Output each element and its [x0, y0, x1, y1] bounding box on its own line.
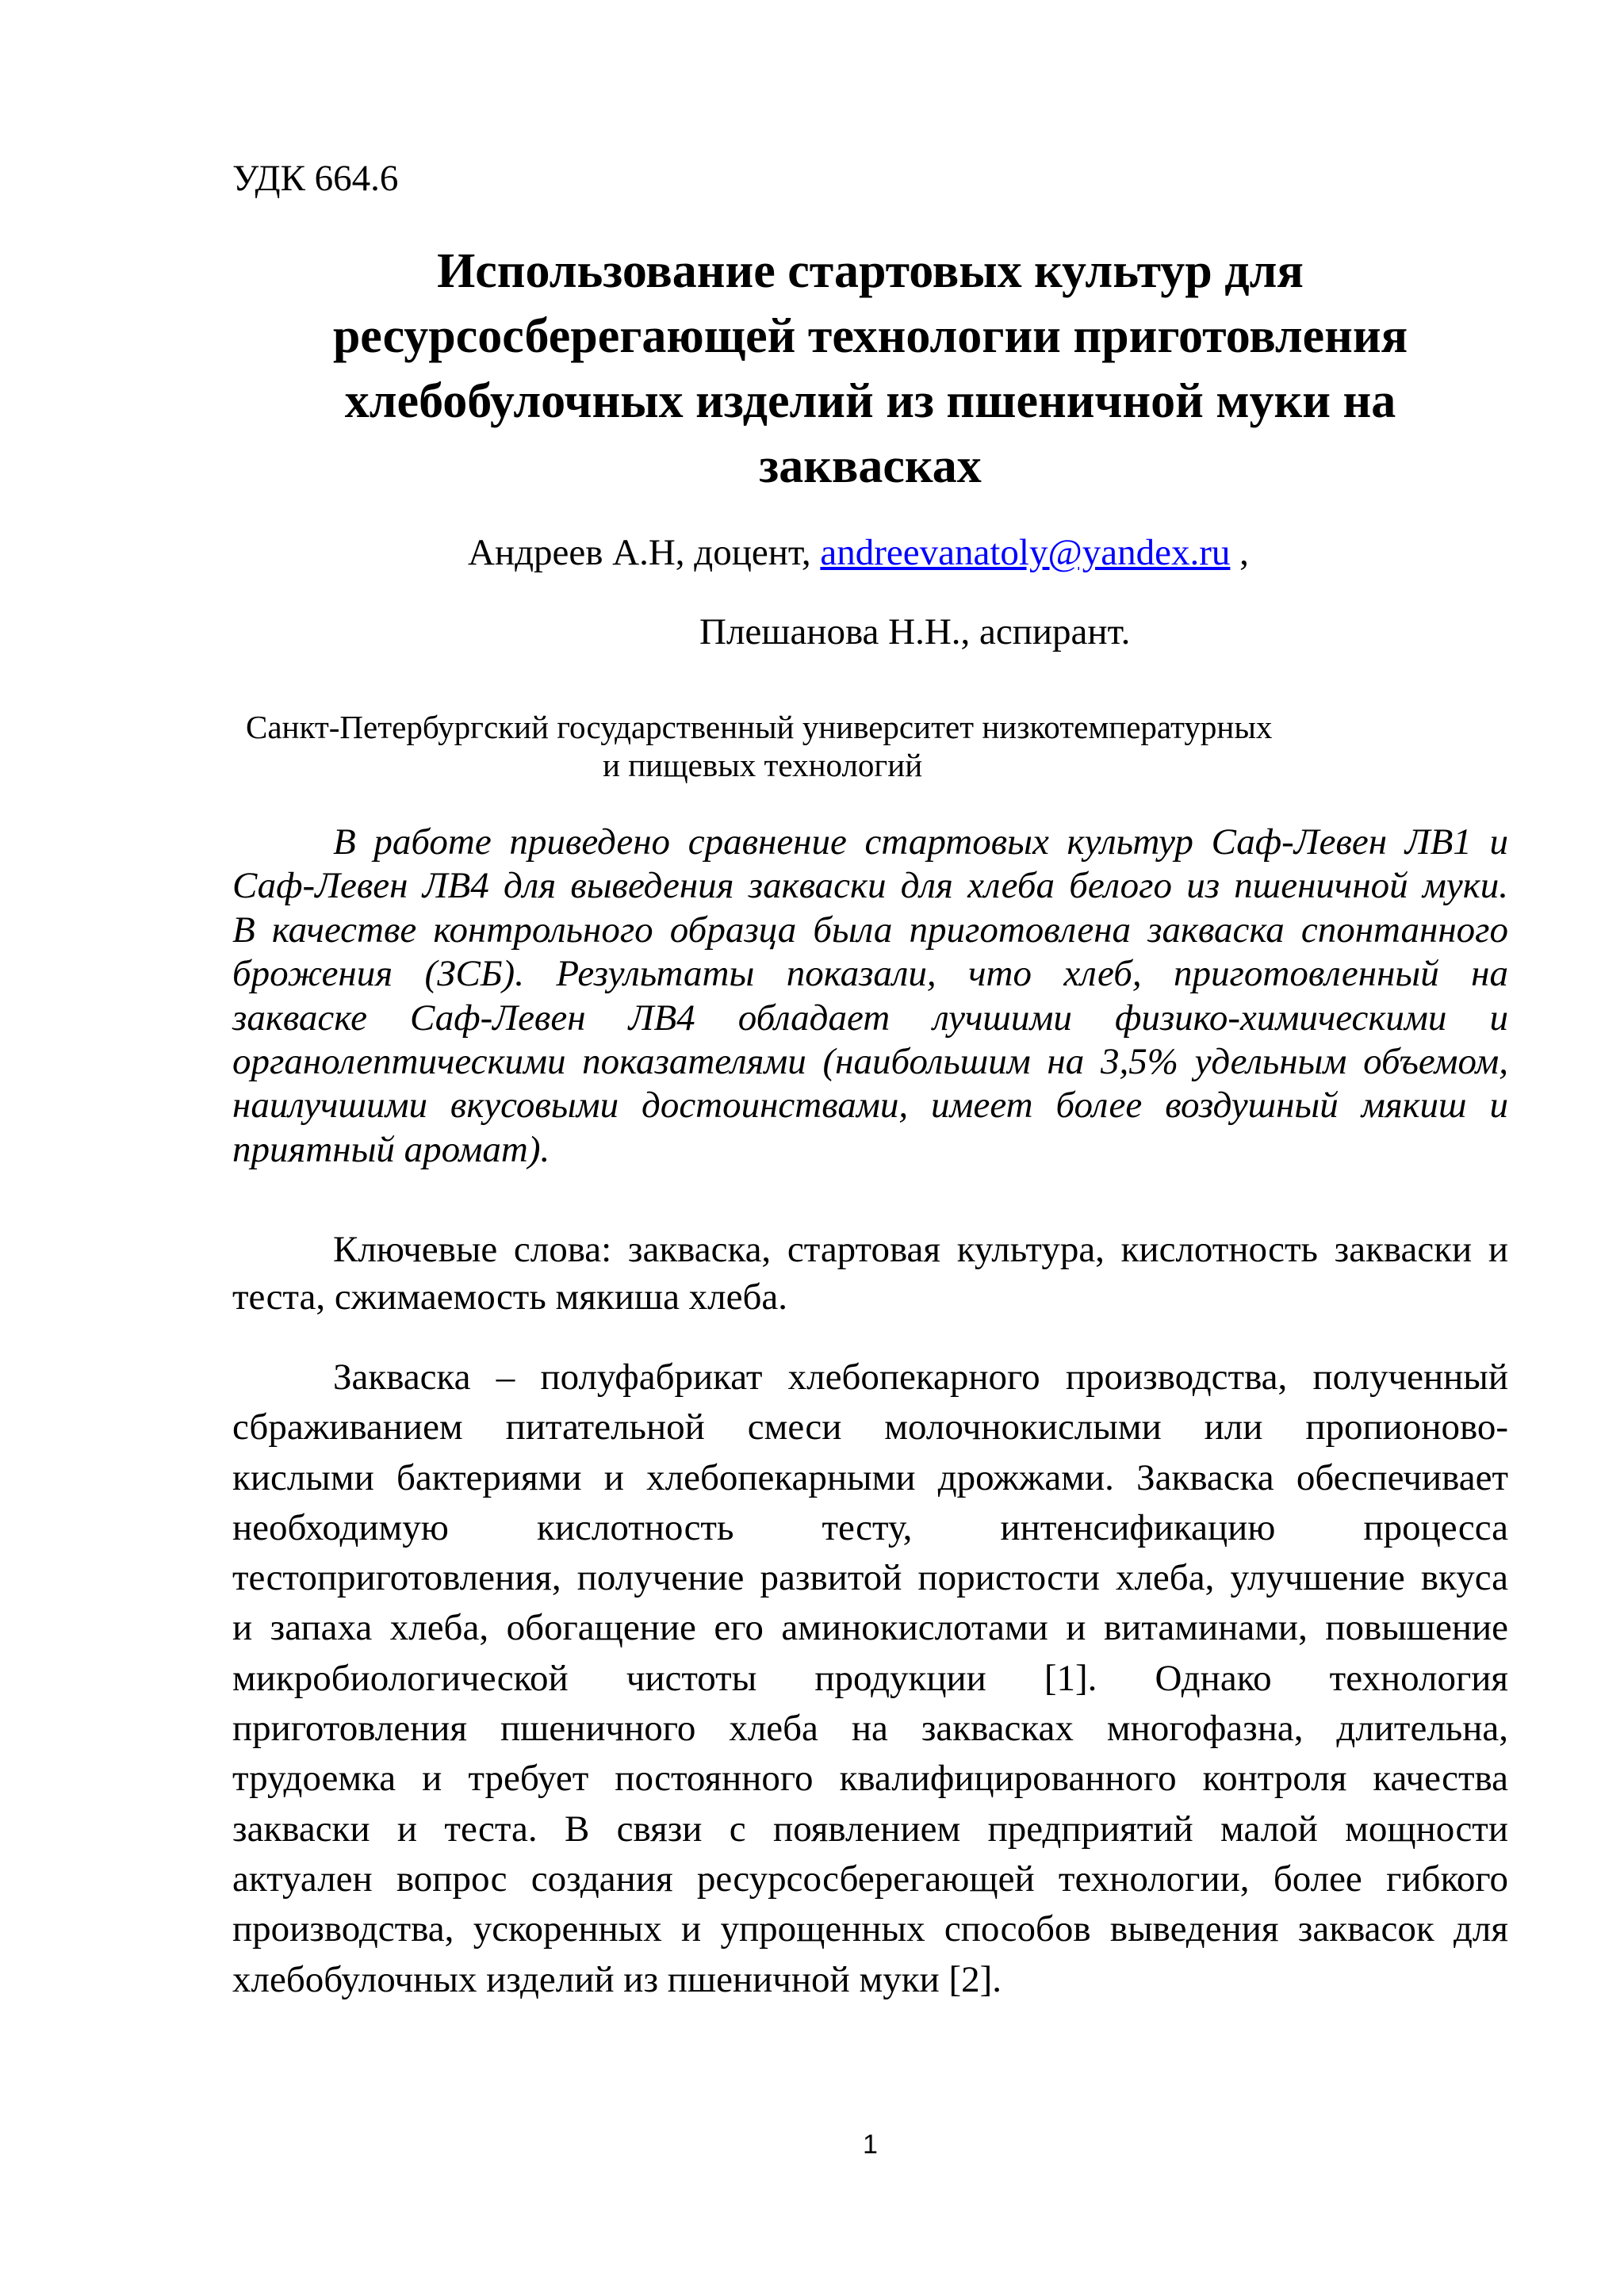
author-second: Плешанова Н.Н., аспирант.	[699, 611, 1131, 652]
keywords	[232, 1226, 1508, 1321]
body-line: и запаха хлеба, обогащение его аминокислотами и витаминами, повышение	[232, 1607, 1508, 1649]
abstract-line: приятный аромат).	[232, 1128, 550, 1170]
abstract-line: В качестве контрольного образца была приготовлена закваска спонтанного	[232, 909, 1508, 951]
abstract	[232, 821, 1508, 1172]
abstract-line: наилучшими вкусовыми достоинствами, имеет более воздушный мякиш и	[232, 1085, 1508, 1127]
abstract-line: органолептическими показателями (наибольшим на 3,5% удельным объемом,	[232, 1041, 1508, 1083]
keywords-line: Ключевые слова: закваска, стартовая культура, кислотность закваски и	[333, 1229, 1508, 1270]
author-first-suffix: ,	[1230, 532, 1249, 573]
udc-code: УДК 664.6	[232, 158, 399, 199]
body-line: сбраживанием питательной смеси молочнокислыми или пропионово-	[232, 1406, 1508, 1448]
body-line: приготовления пшеничного хлеба на заквасках многофазна, длительна,	[232, 1708, 1508, 1750]
title-line: заквасках	[759, 439, 982, 493]
body-line: микробиологической чистоты продукции [1]. Однако технология	[232, 1657, 1508, 1699]
abstract-line: В работе приведено сравнение стартовых культур Саф-Левен ЛВ1 и	[333, 821, 1508, 863]
body-line: закваски и теста. В связи с появлением предприятий малой мощности	[232, 1808, 1508, 1850]
affiliation-line: и пищевых технологий	[603, 747, 923, 783]
title-line: Использование стартовых культур для	[437, 244, 1304, 298]
author-email-link[interactable]: andreevanatoly@yandex.ru	[820, 532, 1231, 573]
page-number: 1	[863, 2130, 878, 2160]
abstract-line: Саф-Левен ЛВ4 для выведения закваски для хлеба белого из пшеничной муки.	[232, 865, 1508, 907]
title-line: хлебобулочных изделий из пшеничной муки на	[344, 374, 1396, 428]
body-line: хлебобулочных изделий из пшеничной муки [2].	[232, 1958, 1002, 2000]
author-first	[468, 530, 1249, 575]
title-line: ресурсосберегающей технологии приготовления	[332, 309, 1408, 363]
body-line: тестоприготовления, получение развитой пористости хлеба, улучшение вкуса	[232, 1557, 1508, 1599]
abstract-line: брожения (ЗСБ). Результаты показали, что хлеб, приготовленный на	[232, 953, 1508, 995]
body-line: трудоемка и требует постоянного квалифицированного контроля качества	[232, 1758, 1508, 1800]
body-paragraph	[232, 1353, 1508, 2005]
body-line: кислыми бактериями и хлебопекарными дрожжами. Закваска обеспечивает	[232, 1456, 1508, 1498]
body-line: производства, ускоренных и упрощенных способов выведения заквасок для	[232, 1908, 1508, 1950]
keywords-line: теста, сжимаемость мякиша хлеба.	[232, 1276, 788, 1318]
abstract-line: закваске Саф-Левен ЛВ4 обладает лучшими физико-химическими и	[232, 997, 1508, 1039]
body-line: необходимую кислотность тесту, интенсификацию процесса	[232, 1506, 1508, 1548]
body-line: Закваска – полуфабрикат хлебопекарного производства, полученный	[333, 1357, 1508, 1398]
author-first-name: Андреев А.Н, доцент,	[468, 532, 821, 573]
paper-title	[232, 239, 1508, 499]
affiliation-line: Санкт-Петербургский государственный университет низкотемпературных	[246, 709, 1273, 745]
body-line: актуален вопрос создания ресурсосберегающей технологии, более гибкого	[232, 1858, 1508, 1900]
